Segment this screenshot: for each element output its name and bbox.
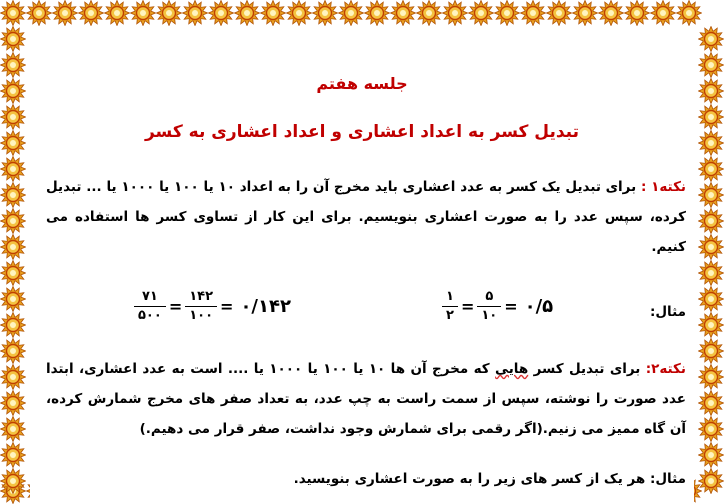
sun-ornament-icon: [0, 104, 26, 130]
sun-ornament-icon: [494, 0, 520, 26]
sun-ornament-icon: [698, 416, 724, 442]
sun-ornament-icon: [650, 0, 676, 26]
fraction-71-500: $\frac{۷۱}{۵۰۰}$: [134, 288, 166, 325]
sun-ornament-icon: [0, 78, 26, 104]
sun-ornament-icon: [0, 260, 26, 286]
lesson-subtitle: تبدیل کسر به اعداد اعشاری و اعداد اعشاری به کسر: [144, 122, 580, 142]
border-right: [698, 0, 724, 504]
example-label: مثال:: [649, 304, 686, 320]
sun-ornament-icon: [698, 338, 724, 364]
sun-ornament-icon: [0, 338, 26, 364]
sun-ornament-icon: [260, 0, 286, 26]
sun-ornament-icon: [312, 0, 338, 26]
sun-ornament-icon: [0, 52, 26, 78]
sun-ornament-icon: [520, 0, 546, 26]
fraction-142-1000: $\frac{۱۴۲}{۱۰۰}$: [185, 288, 217, 325]
sun-ornament-icon: [286, 0, 312, 26]
sun-ornament-icon: [156, 0, 182, 26]
fraction-5-10: $\frac{۵}{۱۰}$: [477, 288, 501, 325]
sun-ornament-icon: [698, 104, 724, 130]
exercise-prompt: مثال: هر یک از کسر های زیر را به صورت اعشاری بنویسید.: [293, 471, 686, 487]
sun-ornament-icon: [0, 208, 26, 234]
sun-ornament-icon: [598, 0, 624, 26]
sun-ornament-icon: [0, 156, 26, 182]
decimal-result-b: ۰/۱۴۲: [240, 296, 291, 317]
sun-ornament-icon: [0, 26, 26, 52]
border-top: [0, 0, 724, 26]
sun-ornament-icon: [698, 26, 724, 52]
sun-ornament-icon: [130, 0, 156, 26]
sun-ornament-icon: [698, 208, 724, 234]
sun-ornament-icon: [182, 0, 208, 26]
sun-ornament-icon: [698, 442, 724, 468]
sun-ornament-icon: [0, 182, 26, 208]
sun-ornament-icon: [0, 390, 26, 416]
sun-ornament-icon: [698, 260, 724, 286]
sun-ornament-icon: [0, 416, 26, 442]
sun-ornament-icon: [698, 156, 724, 182]
sun-ornament-icon: [104, 0, 130, 26]
sun-ornament-icon: [0, 468, 26, 494]
example-b: $\frac{۷۱}{۵۰۰}$ = $\frac{۱۴۲}{۱۰۰}$ = ۰/۱۴۲: [134, 288, 291, 325]
sun-ornament-icon: [698, 364, 724, 390]
note-1-text: برای تبدیل یک کسر به عدد اعشاری باید مخرج آن را به اعداد ۱۰ یا ۱۰۰ یا ۱۰۰۰ یا ... تبدیل کرده، سپس عدد را به صورت اعشاری بنویسیم. برای این کار از تساوی کسر ها استفاده می کنیم.: [46, 179, 686, 255]
sun-ornament-icon: [0, 286, 26, 312]
sun-ornament-icon: [390, 0, 416, 26]
sun-ornament-icon: [698, 234, 724, 260]
lesson-page: [30, 30, 694, 504]
sun-ornament-icon: [0, 130, 26, 156]
sun-ornament-icon: [0, 234, 26, 260]
spellcheck-underline: هایی: [495, 361, 529, 377]
sun-ornament-icon: [698, 130, 724, 156]
decimal-result-a: ۰/۵: [524, 296, 554, 317]
sun-ornament-icon: [698, 390, 724, 416]
sun-ornament-icon: [416, 0, 442, 26]
sun-ornament-icon: [468, 0, 494, 26]
sun-ornament-icon: [698, 182, 724, 208]
note-2: نکته۲: برای تبدیل کسر هایی که مخرج آن ها ۱۰ یا ۱۰۰ یا ۱۰۰۰ یا .... است به عدد اعشاری، ابتدا عدد صورت را نوشته، سپس از سمت راست به چپ عدد، به تعداد صفر های مخرج شمارش کرده، آن گاه ممیز می زنیم.(اگر رقمی برای شمارش وجود نداشت، صفر قرار می دهیم.): [46, 361, 686, 437]
sun-ornament-icon: [208, 0, 234, 26]
note-1: [46, 172, 686, 262]
example-a: $\frac{۱}{۲}$ = $\frac{۵}{۱۰}$ = ۰/۵: [442, 288, 553, 325]
sun-ornament-icon: [698, 468, 724, 494]
sun-ornament-icon: [0, 442, 26, 468]
note-2-label: نکته۲:: [645, 361, 686, 377]
sun-ornament-icon: [0, 364, 26, 390]
sun-ornament-icon: [26, 0, 52, 26]
sun-ornament-icon: [624, 0, 650, 26]
sun-ornament-icon: [442, 0, 468, 26]
sun-ornament-icon: [698, 312, 724, 338]
lesson-title: جلسه هفتم: [316, 74, 408, 93]
fraction-1-2: $\frac{۱}{۲}$: [442, 288, 458, 325]
sun-ornament-icon: [698, 52, 724, 78]
sun-ornament-icon: [234, 0, 260, 26]
sun-ornament-icon: [52, 0, 78, 26]
sun-ornament-icon: [698, 286, 724, 312]
note-1-label: نکته۱ :: [640, 179, 686, 195]
sun-ornament-icon: [338, 0, 364, 26]
border-left: [0, 0, 26, 504]
sun-ornament-icon: [698, 78, 724, 104]
sun-ornament-icon: [78, 0, 104, 26]
sun-ornament-icon: [364, 0, 390, 26]
sun-ornament-icon: [0, 312, 26, 338]
sun-ornament-icon: [546, 0, 572, 26]
sun-ornament-icon: [572, 0, 598, 26]
